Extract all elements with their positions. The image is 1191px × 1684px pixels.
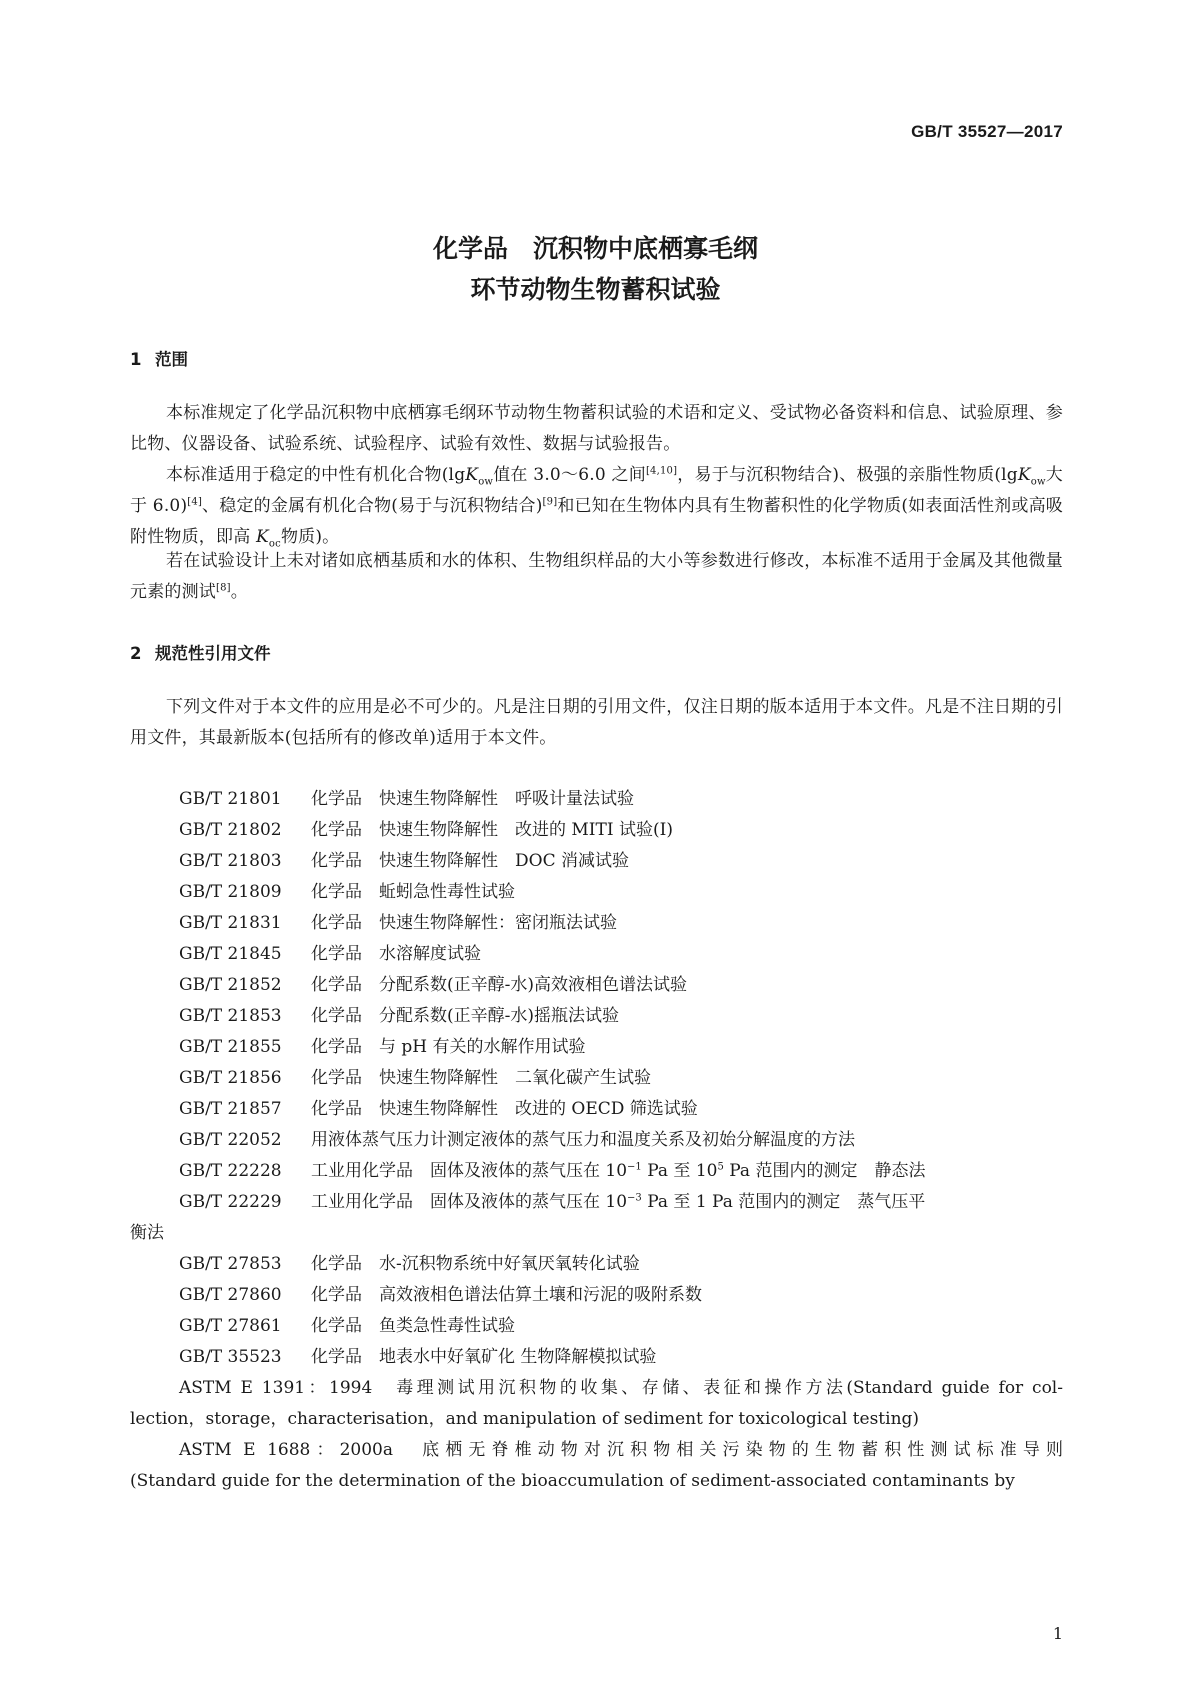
section-1-paragraph-3: 若在试验设计上未对诸如底栖基质和水的体积、生物组织样品的大小等参数进行修改，本标准不适用于金属及其他微量元素的测试[8]。 xyxy=(130,551,1063,602)
list-item: GB/T 21852 化学品 分配系数(正辛醇-水)高效液相色谱法试验 xyxy=(179,975,688,995)
list-item: GB/T 21801 化学品 快速生物降解性 呼吸计量法试验 xyxy=(179,789,634,809)
section-2-title: 规范性引用文件 xyxy=(155,644,271,663)
list-item: GB/T 21853 化学品 分配系数(正辛醇-水)摇瓶法试验 xyxy=(179,1006,620,1026)
section-1-paragraph-1: 本标准规定了化学品沉积物中底栖寡毛纲环节动物生物蓄积试验的术语和定义、受试物必备资料和信息、试验原理、参比物、仪器设备、试验系统、试验程序、试验有效性、数据与试验报告。 xyxy=(130,403,1063,454)
astm-1391-line-1: ASTM E 1391：1994 毒理测试用沉积物的收集、存储、表征和操作方法(Standard guide for col- xyxy=(179,1378,1063,1398)
list-item: GB/T 22052 用液体蒸气压力计测定液体的蒸气压力和温度关系及初始分解温度的方法 xyxy=(179,1130,855,1150)
title-line-2: 环节动物生物蓄积试验 xyxy=(470,275,721,304)
section-2-intro: 下列文件对于本文件的应用是必不可少的。凡是注日期的引用文件，仅注日期的版本适用于本文件。凡是不注日期的引用文件，其最新版本(包括所有的修改单)适用于本文件。 xyxy=(130,697,1063,748)
section-1-paragraph-2: 本标准适用于稳定的中性有机化合物(lgK$_{ow}$值在 3.0～6.0 之间[4,10]，易于与沉积物结合)、极强的亲脂性物质(lgK$_{ow}$大于 6.0)[4]、稳定的金属有机化合物(易于与沉积物结合)[9]和已知在生物体内具有生物蓄积性的化学物质(如表面活性剂或高吸附性物质，即高 $K_{oc}$物质)。 xyxy=(130,465,1063,550)
section-1-heading xyxy=(130,346,188,370)
standard-code: GB/T 35527—2017 xyxy=(911,122,1063,141)
list-item-continuation: 衡法 xyxy=(130,1223,164,1243)
list-item: GB/T 21855 化学品 与 pH 有关的水解作用试验 xyxy=(179,1037,586,1057)
list-item: GB/T 21809 化学品 蚯蚓急性毒性试验 xyxy=(179,882,515,902)
section-1-title: 范围 xyxy=(155,350,188,369)
astm-1391-line-2: lection，storage，characterisation，and manipulation of sediment for toxicological testing) xyxy=(130,1409,920,1429)
list-item: GB/T 27861 化学品 鱼类急性毒性试验 xyxy=(179,1316,515,1336)
list-item: GB/T 21857 化学品 快速生物降解性 改进的 OECD 筛选试验 xyxy=(179,1099,698,1119)
list-item: GB/T 21802 化学品 快速生物降解性 改进的 MITI 试验(I) xyxy=(179,820,673,840)
reference-list xyxy=(130,784,1063,1497)
list-item: GB/T 21845 化学品 水溶解度试验 xyxy=(179,944,481,964)
section-1-number: 1 xyxy=(130,350,142,369)
list-item: GB/T 21803 化学品 快速生物降解性 DOC 消减试验 xyxy=(179,851,629,871)
astm-1688-line-1: ASTM E 1688：2000a 底栖无脊椎动物对沉积物相关污染物的生物蓄积性测试标准导则 xyxy=(179,1440,1063,1460)
list-item: GB/T 22228 工业用化学品 固体及液体的蒸气压在 $10^{-1}$ Pa 至 $10^5$ Pa 范围内的测定 静态法 xyxy=(179,1161,926,1181)
astm-1688-line-2: (Standard guide for the determination of the bioaccumulation of sediment-associated contaminants by xyxy=(130,1471,1015,1491)
section-2-heading xyxy=(130,640,271,664)
title-line-1: 化学品 沉积物中底栖寡毛纲 xyxy=(432,234,758,263)
list-item: GB/T 27853 化学品 水-沉积物系统中好氧厌氧转化试验 xyxy=(179,1254,640,1274)
list-item: GB/T 21831 化学品 快速生物降解性：密闭瓶法试验 xyxy=(179,913,617,933)
section-2-number: 2 xyxy=(130,644,142,663)
document-title xyxy=(0,228,1191,310)
list-item: GB/T 21856 化学品 快速生物降解性 二氧化碳产生试验 xyxy=(179,1068,651,1088)
list-item: GB/T 35523 化学品 地表水中好氧矿化 生物降解模拟试验 xyxy=(179,1347,657,1367)
list-item: GB/T 27860 化学品 高效液相色谱法估算土壤和污泥的吸附系数 xyxy=(179,1285,702,1305)
list-item: GB/T 22229 工业用化学品 固体及液体的蒸气压在 $10^{-3}$ Pa 至 1 Pa 范围内的测定 蒸气压平 xyxy=(179,1192,926,1212)
page-number: 1 xyxy=(1052,1624,1063,1643)
